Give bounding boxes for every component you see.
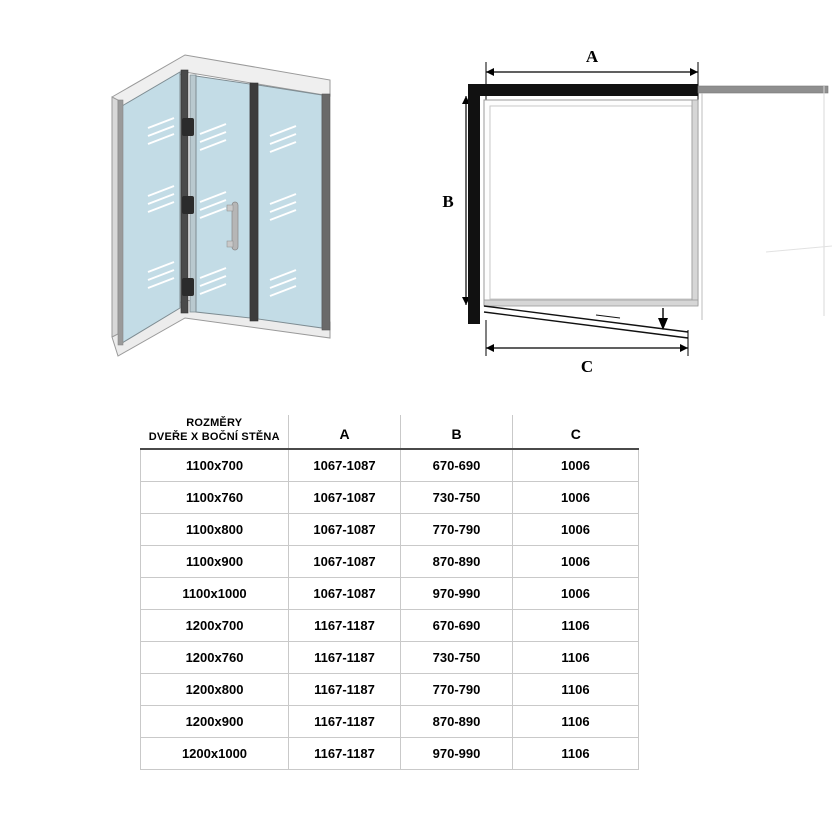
cell-c: 1006 <box>513 545 639 577</box>
cell-size: 1200x900 <box>141 705 289 737</box>
cell-b: 670-690 <box>401 449 513 482</box>
cell-c: 1106 <box>513 737 639 769</box>
table-header <box>141 415 639 449</box>
dimension-b-label: B <box>442 192 454 211</box>
table-header-sizes-line2: DVEŘE X BOČNÍ STĚNA <box>148 430 280 443</box>
cell-b: 770-790 <box>401 513 513 545</box>
dimensions-table <box>140 415 639 770</box>
table-header-b: B <box>401 415 513 449</box>
cell-b: 870-890 <box>401 705 513 737</box>
cell-size: 1100x700 <box>141 449 289 482</box>
cell-c: 1006 <box>513 513 639 545</box>
cell-c: 1106 <box>513 609 639 641</box>
cell-c: 1106 <box>513 705 639 737</box>
cell-size: 1200x700 <box>141 609 289 641</box>
cell-b: 970-990 <box>401 577 513 609</box>
cell-size: 1100x1000 <box>141 577 289 609</box>
drawings-area <box>0 0 835 400</box>
table-row <box>141 705 639 737</box>
dimension-c-label: C <box>580 357 594 376</box>
cell-c: 1106 <box>513 641 639 673</box>
cell-size: 1200x1000 <box>141 737 289 769</box>
cell-b: 770-790 <box>401 673 513 705</box>
table-row <box>141 673 639 705</box>
cell-c: 1106 <box>513 673 639 705</box>
cell-a: 1067-1087 <box>289 449 401 482</box>
shower-enclosure-top-view <box>420 0 835 400</box>
cell-c: 1006 <box>513 577 639 609</box>
cell-b: 730-750 <box>401 641 513 673</box>
cell-b: 730-750 <box>401 481 513 513</box>
table-row <box>141 449 639 482</box>
table-row <box>141 481 639 513</box>
table-header-a: A <box>289 415 401 449</box>
cell-b: 670-690 <box>401 609 513 641</box>
cell-c: 1006 <box>513 449 639 482</box>
cell-size: 1100x760 <box>141 481 289 513</box>
cell-a: 1167-1187 <box>289 609 401 641</box>
table-row <box>141 577 639 609</box>
table-body <box>141 449 639 770</box>
dimensions-table-wrapper <box>140 415 638 770</box>
cell-size: 1200x760 <box>141 641 289 673</box>
cell-a: 1067-1087 <box>289 577 401 609</box>
table-row <box>141 513 639 545</box>
table-row <box>141 609 639 641</box>
opening-direction-arrow-icon <box>658 308 668 330</box>
cell-a: 1067-1087 <box>289 545 401 577</box>
cell-a: 1167-1187 <box>289 705 401 737</box>
cell-size: 1100x900 <box>141 545 289 577</box>
shower-enclosure-3d-view <box>0 0 420 400</box>
cell-a: 1167-1187 <box>289 673 401 705</box>
cell-a: 1167-1187 <box>289 737 401 769</box>
cell-a: 1067-1087 <box>289 481 401 513</box>
cell-size: 1100x800 <box>141 513 289 545</box>
cell-c: 1006 <box>513 481 639 513</box>
cell-size: 1200x800 <box>141 673 289 705</box>
door-swing-indicator <box>484 306 688 338</box>
table-header-c: C <box>513 415 639 449</box>
dimension-a-label: A <box>585 47 599 66</box>
cell-a: 1167-1187 <box>289 641 401 673</box>
cell-b: 870-890 <box>401 545 513 577</box>
cell-b: 970-990 <box>401 737 513 769</box>
table-row <box>141 641 639 673</box>
dimension-b <box>442 96 470 305</box>
table-header-sizes <box>141 415 289 449</box>
table-row <box>141 545 639 577</box>
table-header-sizes-line1: ROZMĚRY <box>186 417 243 429</box>
table-row <box>141 737 639 769</box>
cell-a: 1067-1087 <box>289 513 401 545</box>
